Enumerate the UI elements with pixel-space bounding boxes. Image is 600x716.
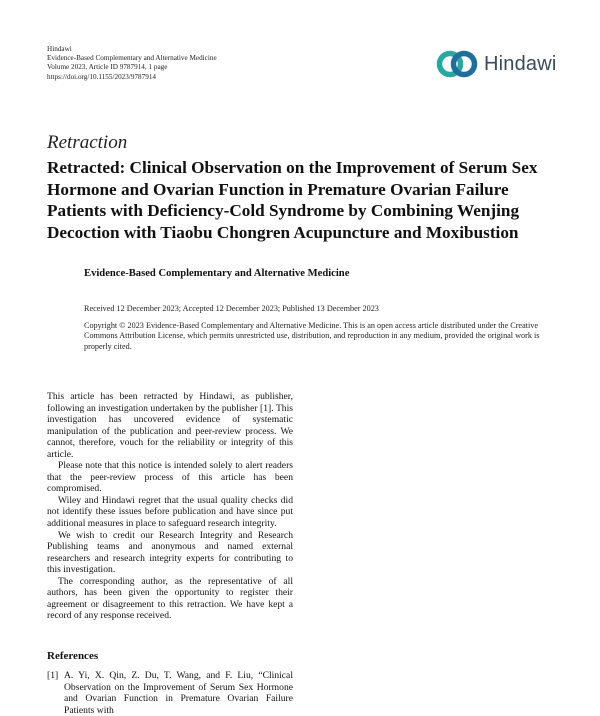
- retraction-body: [47, 391, 293, 622]
- body-paragraph: The corresponding author, as the representative of all authors, has been given the opportunity to register their agreement or disagreement to this retraction. We have kept a record of any response received.: [47, 575, 293, 622]
- body-paragraph: Wiley and Hindawi regret that the usual quality checks did not identify these issues before publication and have since put additional measures in place to safeguard research integrity.: [47, 494, 293, 530]
- hindawi-logo: [436, 48, 557, 80]
- references-heading: References: [47, 650, 99, 662]
- publisher-name: Hindawi: [47, 45, 72, 53]
- article-dates: Received 12 December 2023; Accepted 12 December 2023; Published 13 December 2023: [84, 304, 379, 313]
- doi-link[interactable]: https://doi.org/10.1155/2023/9787914: [47, 72, 157, 81]
- reference-number: [1]: [47, 670, 59, 681]
- volume-info: Volume 2023, Article ID 9787914, 1 page: [47, 63, 168, 72]
- body-paragraph: Please note that this notice is intended solely to alert readers that the peer-review process of this article has been compromised.: [47, 460, 293, 495]
- article-meta: [47, 45, 217, 82]
- body-paragraph: We wish to credit our Research Integrity and Research Publishing teams and anonymous and named external researchers and research integrity experts for contributing to this investigation.: [47, 529, 293, 576]
- journal-name: Evidence-Based Complementary and Alternative Medicine: [47, 54, 217, 63]
- hindawi-logo-icon: [436, 49, 478, 79]
- reference-text: A. Yi, X. Qin, Z. Du, T. Wang, and F. Liu, “Clinical Observation on the Improvement of Serum Sex Hormone and Ovarian Function in Premature Ovarian Failure Patients with: [64, 670, 293, 716]
- section-label: Retraction: [47, 132, 128, 153]
- body-paragraph: This article has been retracted by Hindawi, as publisher, following an investigation undertaken by the publisher [1]. This investigation has uncovered evidence of systematic manipulation of the publication and peer-review process. We cannot, therefore, vouch for the reliability or integrity of this article.: [47, 391, 293, 460]
- reference-item: [47, 670, 293, 716]
- author-line: Evidence-Based Complementary and Alternative Medicine: [84, 268, 350, 279]
- article-title: Retracted: Clinical Observation on the Improvement of Serum Sex Hormone and Ovarian Function in Premature Ovarian Failure Patients with Deficiency-Cold Syndrome by Combining Wenjing Decoction with Tiaobu Chongren Acupuncture and Moxibustion: [47, 158, 538, 242]
- logo-wordmark: Hindawi: [484, 52, 557, 75]
- copyright-notice: Copyright © 2023 Evidence-Based Complementary and Alternative Medicine. This is an open access article distributed under the Creative Commons Attribution License, which permits unrestricted use, distribution, and reproduction in any medium, provided the original work is properly cited.: [84, 321, 540, 351]
